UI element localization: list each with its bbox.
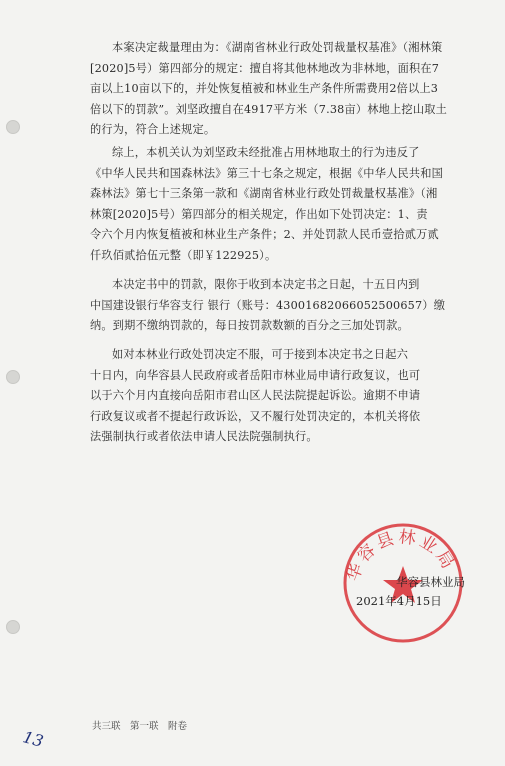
- text-line: 法强制执行或者依法申请人民法院强制执行。: [90, 430, 318, 443]
- paragraph-discretion-reason: [90, 38, 490, 141]
- issuing-agency: 华容县林业局: [396, 575, 465, 589]
- text-line: 十日内，向华容县人民政府或者岳阳市林业局申请行政复议，也可: [90, 368, 421, 382]
- text-line: 行政复议或者不提起行政诉讼，又不履行处罚决定的，本机关将依: [90, 409, 421, 423]
- text-line: 倍以下的罚款”。刘坚政擅自在4917平方米（7.38亩）林地上挖山取土: [90, 102, 447, 116]
- handwritten-page-number: 13: [20, 727, 46, 751]
- binding-hole: [6, 620, 20, 634]
- text-line: 森林法》第七十三条第一款和《湖南省林业行政处罚裁量权基准》（湘: [90, 187, 438, 200]
- svg-text:华容县林业局: 华容县林业局: [343, 527, 459, 584]
- binding-hole: [6, 370, 20, 384]
- text-line: 仟玖佰贰拾伍元整（即￥122925）。: [90, 248, 277, 262]
- text-line: 综上，本机关认为刘坚政未经批准占用林地取土的行为违反了: [112, 146, 420, 159]
- text-line: 中国建设银行华容支行 银行（账号：43001682066052500657）缴: [90, 298, 446, 312]
- issue-date: 2021年4月15日: [356, 594, 442, 608]
- text-line: 林策[2020]5号）第四部分的相关规定，作出如下处罚决定：1、责: [90, 207, 428, 221]
- text-line: 以于六个月内直接向岳阳市君山区人民法院提起诉讼。逾期不申请: [90, 389, 421, 402]
- text-line: 本决定书中的罚款，限你于收到本决定书之日起，十五日内到: [112, 278, 420, 291]
- copy-footer: 共三联 第一联 附卷: [92, 721, 188, 732]
- text-line: 亩以上10亩以下的，并处恢复植被和林业生产条件所需费用2倍以上3: [90, 82, 439, 95]
- text-line: [2020]5号）第四部分的规定：擅自将其他林地改为非林地，面积在7: [90, 61, 440, 75]
- paragraph-appeal-rights: [90, 345, 490, 448]
- text-line: 本案决定裁量理由为：《湖南省林业行政处罚裁量权基准》（湘林策: [112, 41, 443, 54]
- text-line: 如对本林业行政处罚决定不服，可于接到本决定书之日起六: [112, 348, 409, 361]
- text-line: 的行为，符合上述规定。: [90, 123, 216, 136]
- paragraph-decision: [90, 143, 490, 266]
- text-line: 纳。到期不缴纳罚款的，每日按罚款数额的百分之三加处罚款。: [90, 319, 409, 332]
- text-line: 《中华人民共和国森林法》第三十七条之规定，根据《中华人民共和国: [90, 166, 444, 180]
- binding-hole: [6, 120, 20, 134]
- paragraph-payment: [90, 275, 490, 337]
- text-line: 令六个月内恢复植被和林业生产条件；2、并处罚款人民币壹拾贰万贰: [90, 228, 439, 241]
